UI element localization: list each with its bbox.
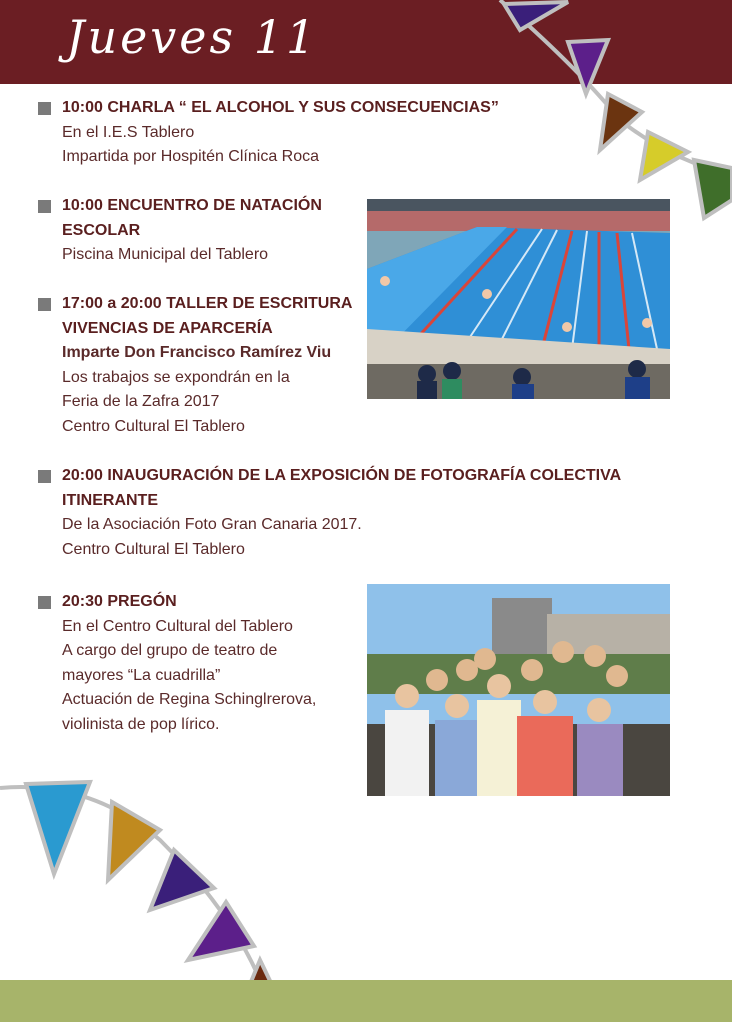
swimming-pool-photo [367,199,670,399]
event-inauguracion [38,464,621,562]
event-line: En el Centro Cultural del Tablero [62,617,293,635]
bunting-flag [694,160,732,218]
bunting-flag [640,132,688,180]
bunting-flag [600,94,642,150]
group-photo [367,584,670,796]
event-title: 20:30 PREGÓN [62,593,177,610]
event-charla [38,96,499,170]
event-title: VIVENCIAS DE APARCERÍA [62,319,273,337]
event-line: Los trabajos se expondrán en la [62,368,290,386]
event-title: 10:00 CHARLA “ EL ALCOHOL Y SUS CONSECUENCIAS” [62,99,499,116]
event-line: mayores “La cuadrilla” [62,666,221,684]
event-pregon [38,590,316,737]
event-line: Imparte Don Francisco Ramírez Viu [62,344,332,361]
event-line: Centro Cultural El Tablero [62,417,245,435]
footer-band [0,980,732,1022]
event-taller [38,292,352,439]
bullet-square [38,298,51,311]
event-natacion [38,194,322,268]
event-title: 20:00 INAUGURACIÓN DE LA EXPOSICIÓN DE FOTOGRAFÍA COLECTIVA [62,467,622,484]
bullet-square [38,200,51,213]
top-bunting-decoration [490,0,732,230]
bullet-square [38,596,51,609]
event-title: ITINERANTE [62,491,158,509]
bunting-flag [150,850,214,910]
event-line: A cargo del grupo de teatro de [62,642,278,659]
event-line: Actuación de Regina Schinglrerova, [62,691,317,708]
page-title: Jueves 11 [66,10,319,64]
event-line: De la Asociación Foto Gran Canaria 2017. [62,516,362,533]
bunting-flag [108,802,160,880]
event-line: Impartida por Hospitén Clínica Roca [62,148,320,165]
event-title: 17:00 a 20:00 TALLER DE ESCRITURA [62,295,353,312]
bullet-square [38,102,51,115]
event-line: Piscina Municipal del Tablero [62,246,269,263]
event-title: ESCOLAR [62,221,141,239]
event-line: Feria de la Zafra 2017 [62,393,220,410]
event-title: 10:00 ENCUENTRO DE NATACIÓN [62,197,322,214]
bunting-flag [26,782,90,874]
event-line: En el I.E.S Tablero [62,123,195,141]
bunting-flag [504,2,568,30]
event-line: violinista de pop lírico. [62,715,220,733]
bullet-square [38,470,51,483]
event-line: Centro Cultural El Tablero [62,540,245,558]
